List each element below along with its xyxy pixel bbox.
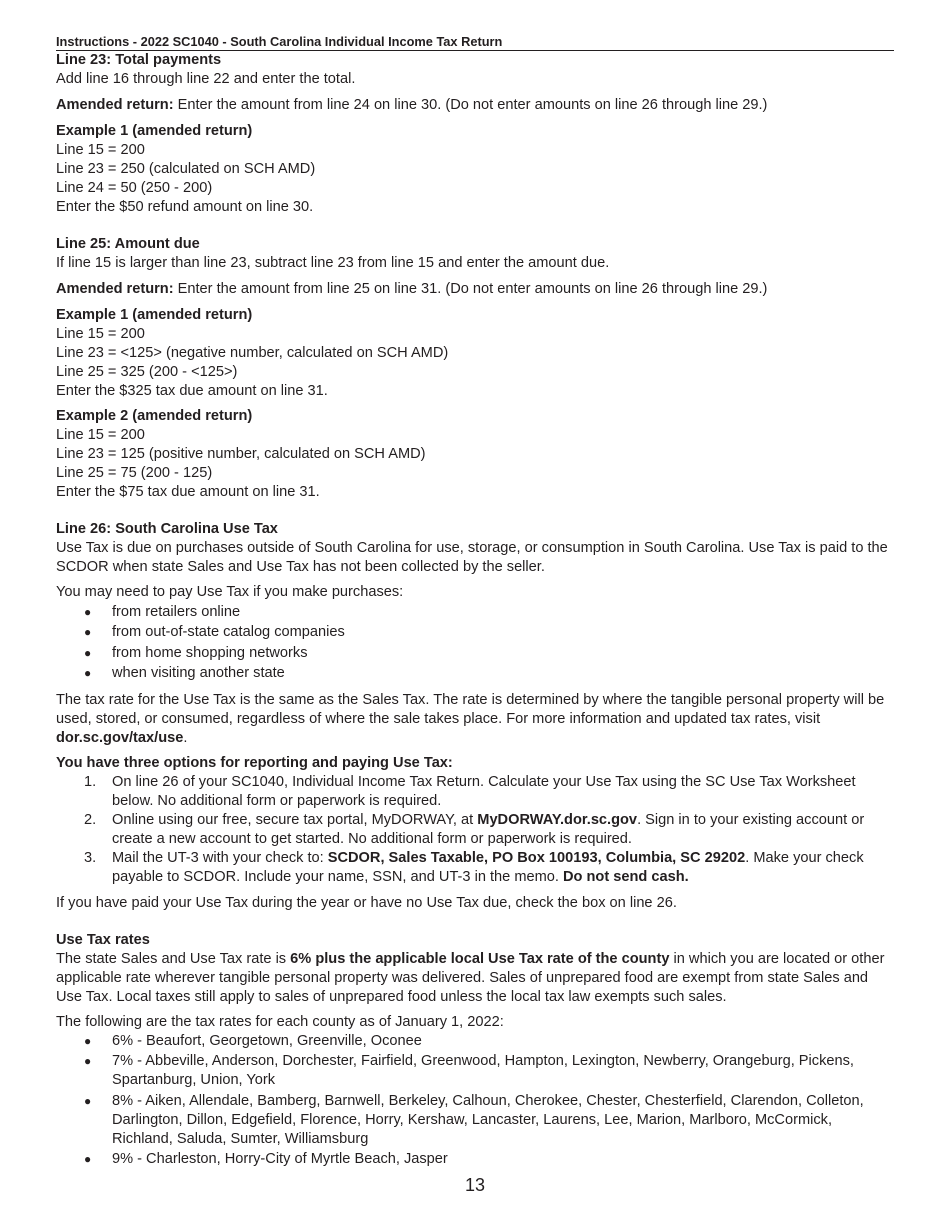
rates-title: Use Tax rates [56, 931, 150, 948]
line23-amended [56, 96, 894, 115]
option-number: 1. [84, 773, 97, 790]
mailing-address: SCDOR, Sales Taxable, PO Box 100193, Columbia, SC 29202 [327, 849, 746, 866]
rates-section [56, 931, 894, 1170]
line25-title: Line 25: Amount due [56, 236, 200, 252]
bullet-icon: ● [84, 1152, 92, 1167]
options-list [56, 773, 894, 887]
line26-title: Line 26: South Carolina Use Tax [56, 521, 278, 537]
list-item [56, 1150, 894, 1169]
line25-example1-line: Line 25 = 325 (200 - <125>) [56, 364, 238, 380]
bullet-icon: ● [84, 1054, 92, 1069]
line25-example2-line: Enter the $75 tax due amount on line 31. [56, 484, 320, 500]
list-item-text: from out-of-state catalog companies [112, 624, 345, 641]
line25-example2-line: Line 23 = 125 (positive number, calculated on SCH AMD) [56, 446, 426, 462]
line25-amended-label: Amended return: [56, 281, 174, 297]
list-item [56, 1032, 894, 1051]
option-text: On line 26 of your SC1040, Individual Income Tax Return. Calculate your Use Tax using the SC Use Tax Worksheet below. No additional form or paperwork is required. [112, 773, 856, 809]
line23-text: Add line 16 through line 22 and enter the total. [56, 71, 356, 87]
line26-section [56, 520, 894, 913]
list-item [56, 643, 894, 663]
rates-text [56, 950, 894, 1007]
use-tax-link[interactable]: dor.sc.gov/tax/use [56, 729, 184, 746]
option-text: Online using our free, secure tax portal, MyDORWAY, at [112, 811, 478, 828]
list-item-text: 6% - Beaufort, Georgetown, Greenville, Oconee [112, 1032, 422, 1049]
option-text: Mail the UT-3 with your check to: [112, 849, 328, 866]
line23-section [56, 51, 894, 217]
line26-paid-text: If you have paid your Use Tax during the year or have no Use Tax due, check the box on line 26. [56, 894, 677, 911]
line23-example1-line: Line 24 = 50 (250 - 200) [56, 180, 213, 196]
bullet-icon: ● [84, 645, 92, 660]
line23-example1-line: Line 23 = 250 (calculated on SCH AMD) [56, 161, 316, 177]
rates-text-b: in which you are located or other applicable rate wherever tangible personal property was delivered. Sales of unprepared food are exempt from state Sales and Use Tax. Local taxes still apply to sales of unprepared food unless the local tax law exempts such sales. [56, 950, 885, 1005]
option-number: 3. [84, 849, 97, 866]
line26-rate-text [56, 691, 894, 748]
line25-amended [56, 280, 894, 299]
bullet-icon: ● [84, 666, 92, 681]
rates-text-bold: 6% plus the applicable local Use Tax rate of the county [290, 950, 670, 967]
list-item [56, 1052, 894, 1090]
bullet-icon: ● [84, 1093, 92, 1108]
line26-purchases-intro: You may need to pay Use Tax if you make purchases: [56, 584, 404, 600]
option-number: 2. [84, 811, 97, 828]
list-item [56, 663, 894, 683]
rate-text: The tax rate for the Use Tax is the same as the Sales Tax. The rate is determined by where the tangible personal property will be used, stored, or consumed, regardless of where the sale takes place. For more information and updated tax rates, visit [56, 691, 885, 727]
line25-example2-line: Line 15 = 200 [56, 427, 145, 443]
line25-section [56, 235, 894, 502]
list-item-text: 8% - Aiken, Allendale, Bamberg, Barnwell, Berkeley, Calhoun, Cherokee, Chester, Chesterfield, Clarendon, Colleton, Darlington, Dillon, Edgefield, Florence, Horry, Kershaw, Lancaster, Laurens, Lee, Marion, Marlboro, McCormick, Richland, Saluda, Sumter, Williamsburg [112, 1092, 864, 1147]
no-cash-warning: Do not send cash. [563, 868, 689, 885]
line26-intro: Use Tax is due on purchases outside of South Carolina for use, storage, or consumption in South Carolina. Use Tax is paid to the SCDOR when state Sales and Use Tax has not been collected by the seller. [56, 540, 888, 575]
list-item [56, 1092, 894, 1149]
list-item [56, 622, 894, 642]
line25-example1-line: Line 15 = 200 [56, 326, 145, 342]
rate-text-end: . [183, 729, 188, 746]
bullet-icon: ● [84, 605, 92, 619]
line25-example1-line: Line 23 = <125> (negative number, calculated on SCH AMD) [56, 345, 449, 361]
line23-amended-label: Amended return: [56, 97, 174, 113]
rates-text-a: The state Sales and Use Tax rate is [56, 950, 291, 967]
line25-example2-title: Example 2 (amended return) [56, 408, 253, 424]
page-header: Instructions - 2022 SC1040 - South Carolina Individual Income Tax Return [56, 34, 894, 51]
line23-example1-line: Enter the $50 refund amount on line 30. [56, 199, 314, 215]
bullet-icon: ● [84, 1033, 92, 1048]
list-item-text: 7% - Abbeville, Anderson, Dorchester, Fairfield, Greenwood, Hampton, Lexington, Newberry, Orangeburg, Pickens, Spartanburg, Union, York [112, 1053, 854, 1089]
purchases-list [56, 602, 894, 684]
option-text: . Sign in to your existing account or create a new account to get started. No additional form or paperwork is required. [112, 811, 865, 847]
page-number: 13 [464, 1175, 486, 1195]
line23-title: Line 23: Total payments [56, 52, 222, 68]
list-item-text: 9% - Charleston, Horry-City of Myrtle Beach, Jasper [112, 1151, 448, 1168]
line23-amended-text: Enter the amount from line 24 on line 30. (Do not enter amounts on line 26 through line 29.) [173, 97, 768, 113]
line25-example1-title: Example 1 (amended return) [56, 307, 253, 323]
line25-example2-line: Line 25 = 75 (200 - 125) [56, 465, 213, 481]
list-item-text: from home shopping networks [112, 644, 308, 661]
list-item-text: when visiting another state [112, 665, 285, 682]
option-text: . Make your check payable to SCDOR. Include your name, SSN, and UT-3 in the memo. [112, 849, 864, 885]
line25-text: If line 15 is larger than line 23, subtract line 23 from line 15 and enter the amount due. [56, 255, 610, 271]
line25-example1-line: Enter the $325 tax due amount on line 31. [56, 383, 328, 399]
counties-intro: The following are the tax rates for each county as of January 1, 2022: [56, 1013, 504, 1030]
options-title: You have three options for reporting and paying Use Tax: [56, 754, 453, 771]
page-content [56, 34, 894, 1169]
list-item-text: from retailers online [112, 604, 241, 620]
bullet-icon: ● [84, 625, 92, 640]
mydorway-link[interactable]: MyDORWAY.dor.sc.gov [477, 811, 638, 828]
counties-list [56, 1032, 894, 1170]
list-item [56, 602, 894, 622]
line23-example1-title: Example 1 (amended return) [56, 123, 253, 139]
list-item [56, 849, 894, 887]
line23-example1-line: Line 15 = 200 [56, 142, 145, 158]
list-item [56, 811, 894, 849]
line25-amended-text: Enter the amount from line 25 on line 31. (Do not enter amounts on line 26 through line 29.) [173, 281, 768, 297]
list-item [56, 773, 894, 811]
